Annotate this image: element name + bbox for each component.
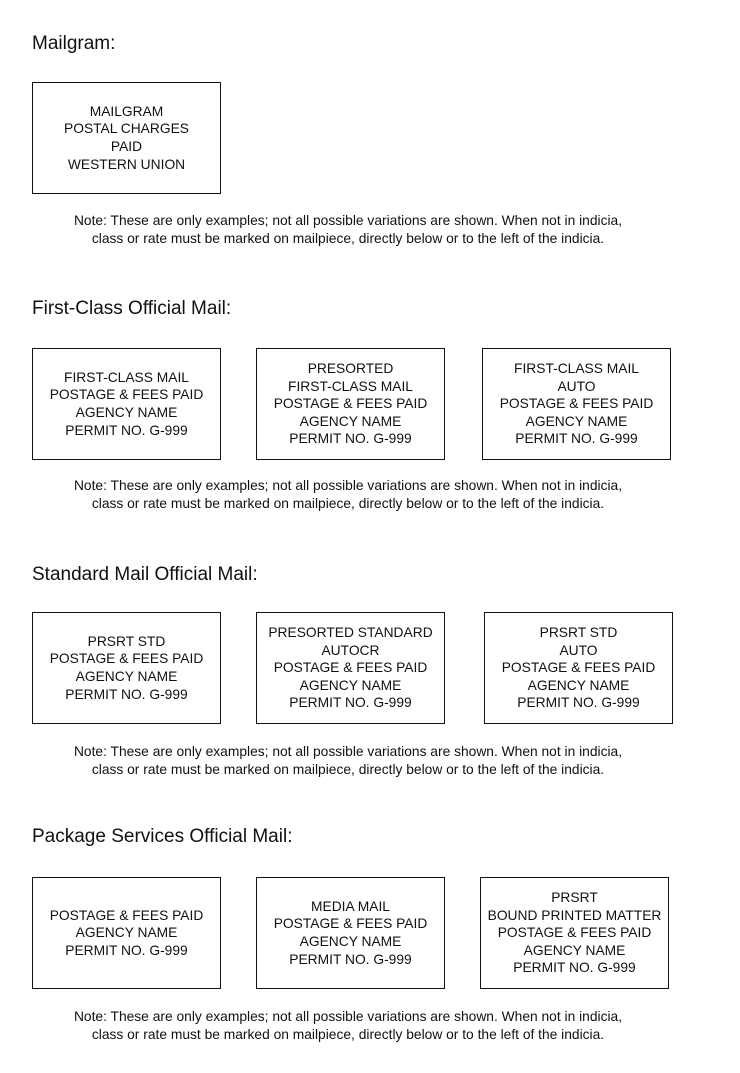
indicia-line: AGENCY NAME xyxy=(525,413,628,429)
note-line-1: Note: These are only examples; not all possible variations are shown. When not in indicia, xyxy=(73,1009,623,1024)
indicia-line: POSTAGE & FEES PAID xyxy=(49,651,204,667)
indicia-line: AGENCY NAME xyxy=(527,677,630,693)
indicia-line: PRESORTED xyxy=(307,361,394,377)
indicia-line: AGENCY NAME xyxy=(299,413,402,429)
indicia-line: PRSRT STD xyxy=(539,625,618,641)
indicia-line: POSTAL CHARGES xyxy=(64,121,189,137)
indicia-line: BOUND PRINTED MATTER xyxy=(487,907,662,923)
indicia-line: PERMIT NO. G-999 xyxy=(513,960,636,976)
indicia-line: MEDIA MAIL xyxy=(311,898,390,914)
indicia-line: POSTAGE & FEES PAID xyxy=(273,916,428,932)
indicia-box-package-1 xyxy=(32,877,221,989)
indicia-line: POSTAGE & FEES PAID xyxy=(497,925,652,941)
indicia-line: POSTAGE & FEES PAID xyxy=(499,396,654,412)
indicia-line: AGENCY NAME xyxy=(75,925,178,941)
section-heading-package-services: Package Services Official Mail: xyxy=(32,826,293,847)
note-first-class xyxy=(0,477,696,513)
indicia-line: PERMIT NO. G-999 xyxy=(65,422,188,438)
indicia-line: AGENCY NAME xyxy=(299,677,402,693)
indicia-box-first-class-1 xyxy=(32,348,221,460)
indicia-line: FIRST-CLASS MAIL xyxy=(64,369,189,385)
indicia-line: AUTOCR xyxy=(321,642,380,658)
indicia-line: PRESORTED STANDARD xyxy=(268,625,433,641)
note-line-2: class or rate must be marked on mailpiece, directly below or to the left of the indicia. xyxy=(91,1027,605,1042)
indicia-line: FIRST-CLASS MAIL xyxy=(288,378,413,394)
note-mailgram xyxy=(0,212,696,248)
indicia-line: POSTAGE & FEES PAID xyxy=(501,660,656,676)
indicia-line: FIRST-CLASS MAIL xyxy=(514,361,639,377)
note-line-1: Note: These are only examples; not all possible variations are shown. When not in indicia, xyxy=(73,744,623,759)
indicia-box-standard-1 xyxy=(32,612,221,724)
indicia-line: WESTERN UNION xyxy=(67,156,186,172)
indicia-line: PERMIT NO. G-999 xyxy=(289,695,412,711)
indicia-line: AUTO xyxy=(559,642,598,658)
indicia-line: PERMIT NO. G-999 xyxy=(517,695,640,711)
note-line-1: Note: These are only examples; not all possible variations are shown. When not in indicia, xyxy=(73,213,623,228)
indicia-line: POSTAGE & FEES PAID xyxy=(273,396,428,412)
indicia-line: PERMIT NO. G-999 xyxy=(515,431,638,447)
indicia-line: POSTAGE & FEES PAID xyxy=(49,387,204,403)
note-line-2: class or rate must be marked on mailpiece, directly below or to the left of the indicia. xyxy=(91,496,605,511)
indicia-line: PAID xyxy=(110,139,143,154)
note-line-2: class or rate must be marked on mailpiece, directly below or to the left of the indicia. xyxy=(91,762,605,777)
indicia-box-standard-2 xyxy=(256,612,445,724)
indicia-line: PRSRT xyxy=(551,890,598,906)
indicia-box-mailgram xyxy=(32,82,221,194)
indicia-line: AGENCY NAME xyxy=(75,405,178,420)
indicia-line: PERMIT NO. G-999 xyxy=(289,431,412,447)
indicia-line: PERMIT NO. G-999 xyxy=(65,942,188,958)
indicia-line: AUTO xyxy=(557,378,596,394)
indicia-line: PERMIT NO. G-999 xyxy=(289,951,412,967)
indicia-box-package-3 xyxy=(480,877,669,989)
indicia-line: PRSRT STD xyxy=(87,633,166,649)
note-standard-mail xyxy=(0,743,696,779)
indicia-line: PERMIT NO. G-999 xyxy=(65,686,188,702)
section-heading-standard-mail: Standard Mail Official Mail: xyxy=(32,564,258,585)
indicia-box-first-class-3 xyxy=(482,348,671,460)
section-heading-first-class: First-Class Official Mail: xyxy=(32,298,232,319)
indicia-line: MAILGRAM xyxy=(89,103,164,119)
note-line-1: Note: These are only examples; not all possible variations are shown. When not in indicia, xyxy=(73,478,623,493)
note-package-services xyxy=(0,1008,696,1044)
indicia-line: AGENCY NAME xyxy=(299,934,402,949)
indicia-box-package-2 xyxy=(256,877,445,989)
indicia-line: AGENCY NAME xyxy=(523,942,626,958)
indicia-line: POSTAGE & FEES PAID xyxy=(273,660,428,676)
indicia-box-standard-3 xyxy=(484,612,673,724)
indicia-line: AGENCY NAME xyxy=(75,669,178,684)
indicia-box-first-class-2 xyxy=(256,348,445,460)
indicia-line: POSTAGE & FEES PAID xyxy=(49,907,204,923)
section-heading-mailgram: Mailgram: xyxy=(32,33,116,54)
note-line-2: class or rate must be marked on mailpiece, directly below or to the left of the indicia. xyxy=(91,231,605,246)
